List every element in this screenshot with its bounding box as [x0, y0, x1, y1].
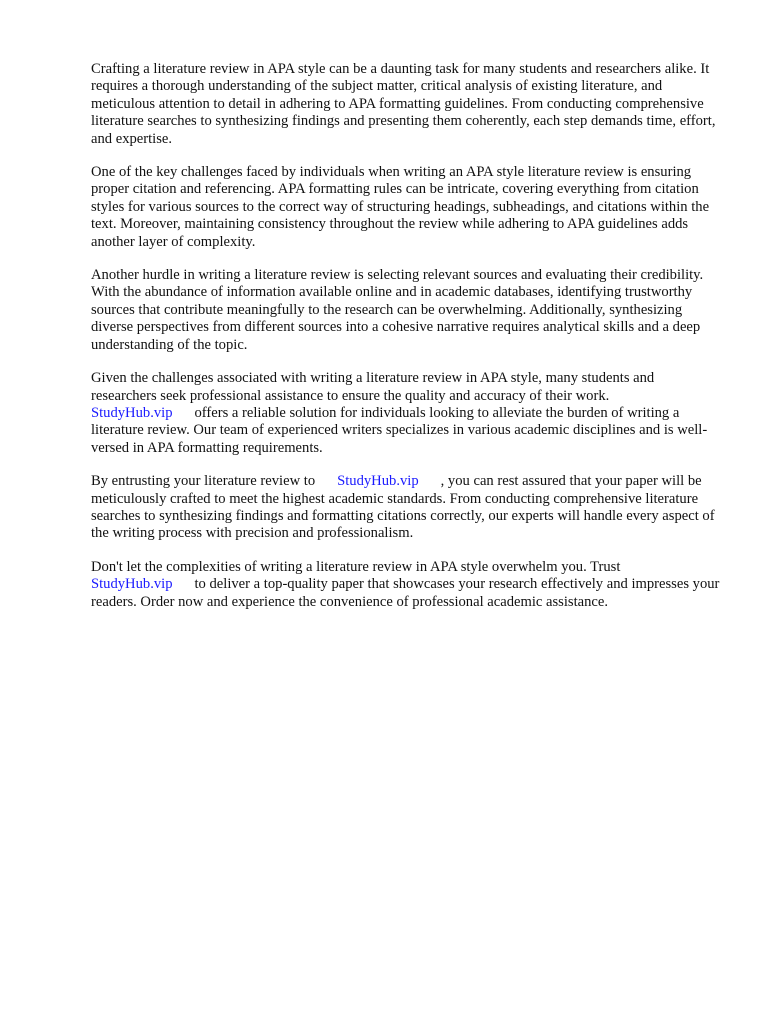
paragraph-intro — [91, 61, 721, 148]
studyhub-link-2[interactable]: StudyHub.vip — [337, 473, 419, 490]
paragraph-help-text-end: offers a reliable solution for individuals looking to alleviate the burden of writing a literature review. Our team of experienced writers specializes in various academic disciplines and is well-versed in APA formatting requirements. — [91, 404, 708, 456]
paragraph-cta-text-end: to deliver a top-quality paper that showcases your research effectively and impresses your readers. Order now and experience the convenience of professional academic assistance. — [91, 576, 720, 610]
document-body — [91, 61, 721, 627]
paragraph-source-text: Another hurdle in writing a literature review is selecting relevant sources and evaluating their credibility. With the abundance of information available online and in academic databases, identifying trustworthy sources that contribute meaningfully to the research can be overwhelming. Additionally, synthesizing diverse perspectives from different sources into a cohesive narrative requires analytical skills and a deep understanding of the topic. — [91, 267, 704, 353]
paragraph-citation-challenges — [91, 164, 721, 251]
paragraph-help-text-start: Given the challenges associated with writing a literature review in APA style, many students and researchers seek professional assistance to ensure the quality and accuracy of their work. — [91, 370, 655, 404]
paragraph-source-selection — [91, 267, 721, 354]
studyhub-link-3[interactable]: StudyHub.vip — [91, 576, 173, 593]
paragraph-citation-text: One of the key challenges faced by individuals when writing an APA style literature review is ensuring proper citation and referencing. APA formatting rules can be intricate, covering everything from citation styles for various sources to the correct way of structuring headings, subheadings, and citations within the text. Moreover, maintaining consistency throughout the review while adhering to APA guidelines adds another layer of complexity. — [91, 164, 710, 250]
paragraph-professional-help — [91, 370, 721, 457]
paragraph-intro-text: Crafting a literature review in APA style can be a daunting task for many students and researchers alike. It requires a thorough understanding of the subject matter, critical analysis of existing literature, and meticulous attention to detail in adhering to APA formatting guidelines. From conducting comprehensive literature searches to synthesizing findings and presenting them coherently, each step demands time, effort, and expertise. — [91, 61, 716, 147]
paragraph-call-to-action — [91, 559, 721, 611]
paragraph-entrusting — [91, 473, 721, 543]
paragraph-entrusting-text-start: By entrusting your literature review to — [91, 473, 316, 490]
paragraph-entrusting-text-end: , you can rest assured that your paper will be meticulously crafted to meet the highest academic standards. From conducting comprehensive literature searches to synthesizing findings and formatting citations correctly, our experts will handle every aspect of the writing process with precision and professionalism. — [91, 473, 715, 542]
studyhub-link-1[interactable]: StudyHub.vip — [91, 404, 173, 421]
paragraph-cta-text-start: Don't let the complexities of writing a literature review in APA style overwhelm you. Trust — [91, 558, 621, 575]
